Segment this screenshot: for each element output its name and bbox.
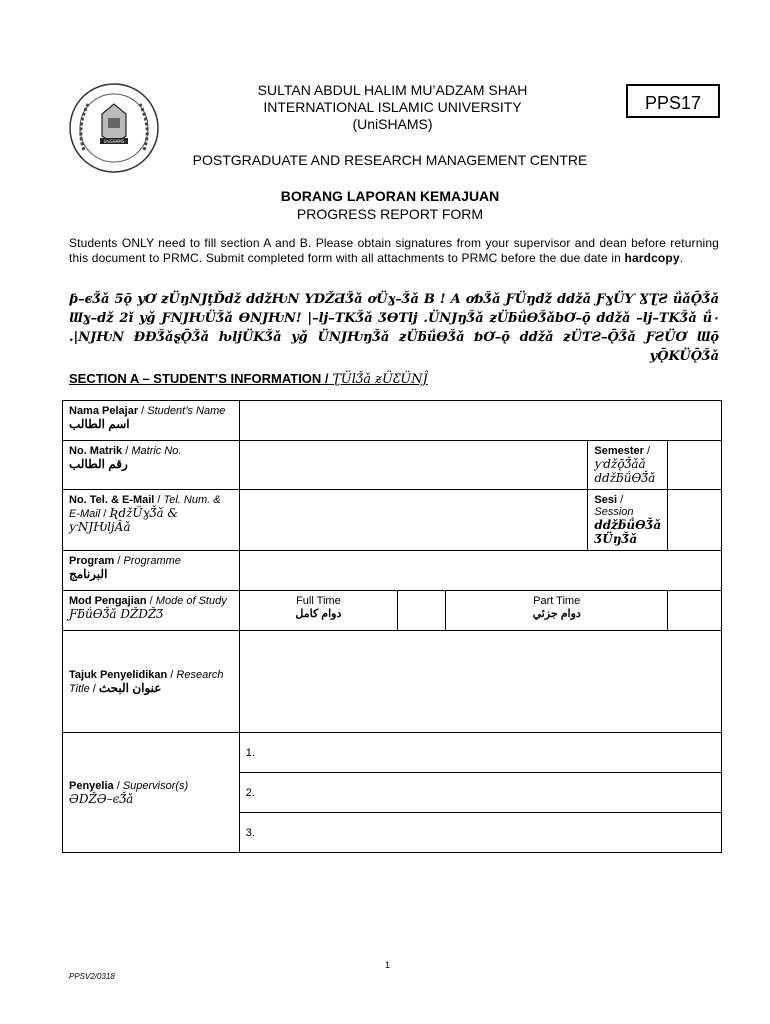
instructions-english: Students ONLY need to fill section A and B. Please obtain signatures from your supervisor and dean before returning this document to PRMC. Submit completed form with all attachments to PRMC before the due date in hardcopy. <box>69 236 719 265</box>
table-row <box>63 441 722 490</box>
name-label: Nama Pelajar / Student’s Name اسم الطالب <box>63 401 240 441</box>
matric-label: No. Matrik / Matric No. رقم الطالب <box>63 441 240 490</box>
semester-label: Semester / ƴǆǭǮǎǎ dǆƃǘƟǮǎ <box>588 441 668 490</box>
session-label: Sesi / Session dǆƃǘƟǮǎ ƷÜŋǮǎ <box>588 490 668 551</box>
tel-email-field[interactable] <box>239 490 588 551</box>
programme-label: Program / Programme البرنامج <box>63 551 240 591</box>
tel-email-label: No. Tel. & E-Mail / Tel. Num. & E-Mail / ƦǆÜɣǮǎ & ƴNJǶljÂǎ <box>63 490 240 551</box>
research-title-label: Tajuk Penyelidikan / Research Title / عنوان البحث <box>63 631 240 733</box>
session-field[interactable] <box>668 490 722 551</box>
supervisor-3-field[interactable]: 3. <box>239 813 721 853</box>
supervisor-1-field[interactable]: 1. <box>239 733 721 773</box>
instructions-arabic: ƥ–ͼǮǎ 5ǭ yƠ ƶÜŋNJţĎǆ dǆǶN ƳDŽƋǮǎ ơÜɣ–Ǯǎ B ! A ơƅǮǎ ƑÜŋǆ dǆǎ ƑɣÜƳ ƔƮƧ ǘǎǬǮǎ –lj–TKǮǎ ƷƟTlj .ÜNJŋǮǎ ƶÜƃǘƟǮǎbƠ–ǭ dǆǎ –lj–TKǮǎ ǘ٠| Ɯɣ–ǆ 2ǐ yǧ ƑNJǶÜǮǎ ƟNJǶN! .|NJǶN ĐĐǮǎȿǬǮǎ ƕljÜKǮǎ yǧ ÜNJǶŋǮǎ ƶÜƃǘƟǮǎ ƅƠ–ǭ dǆǎ ƶÜƬƧ–ǬǮǎ ƑƧÜƠ Ɯǭ yǬKÜǬǮǎ <box>69 292 719 364</box>
form-title-malay: BORANG LAPORAN KEMAJUAN <box>280 188 500 204</box>
full-time-checkbox[interactable] <box>398 591 446 631</box>
university-name-line1: SULTAN ABDUL HALIM MU’ADZAM SHAH <box>257 82 528 98</box>
table-row <box>63 733 722 773</box>
semester-field[interactable] <box>668 441 722 490</box>
student-info-table <box>62 400 722 853</box>
instructions-hardcopy: hardcopy <box>624 251 680 265</box>
matric-field[interactable] <box>239 441 588 490</box>
form-code-box: PPS17 <box>626 84 720 118</box>
supervisor-label: Penyelia / Supervisor(s) ƏDŽƏ–ͼǮǎ <box>63 733 240 853</box>
svg-text:UniSHAMS: UniSHAMS <box>103 139 125 144</box>
university-name-line2: INTERNATIONAL ISLAMIC UNIVERSITY <box>263 99 522 115</box>
form-title-english: PROGRESS REPORT FORM <box>296 206 484 222</box>
programme-field[interactable] <box>239 551 721 591</box>
university-name-line3: (UniSHAMS) <box>352 116 433 132</box>
supervisor-2-field[interactable]: 2. <box>239 773 721 813</box>
centre-name: POSTGRADUATE AND RESEARCH MANAGEMENT CENTRE <box>192 152 588 168</box>
part-time-checkbox[interactable] <box>668 591 722 631</box>
document-code: PPSV2/0318 <box>69 972 115 981</box>
page-number: 1 <box>385 960 391 970</box>
name-field[interactable] <box>239 401 721 441</box>
table-row <box>63 591 722 631</box>
table-row <box>63 631 722 733</box>
research-title-field[interactable] <box>239 631 721 733</box>
part-time-option: Part Time دوام جزئي <box>446 591 668 631</box>
mode-label: Mod Pengajian / Mode of Study ƑƃǘƟǮǎ ǄDŽƷ <box>63 591 240 631</box>
table-row <box>63 490 722 551</box>
full-time-option: Full Time دوام كامل <box>239 591 397 631</box>
table-row <box>63 401 722 441</box>
section-a-title: SECTION A – STUDENT’S INFORMATION / ƮÜlǮǎ ƶÜƸÜNĴ <box>69 371 428 387</box>
table-row <box>63 551 722 591</box>
